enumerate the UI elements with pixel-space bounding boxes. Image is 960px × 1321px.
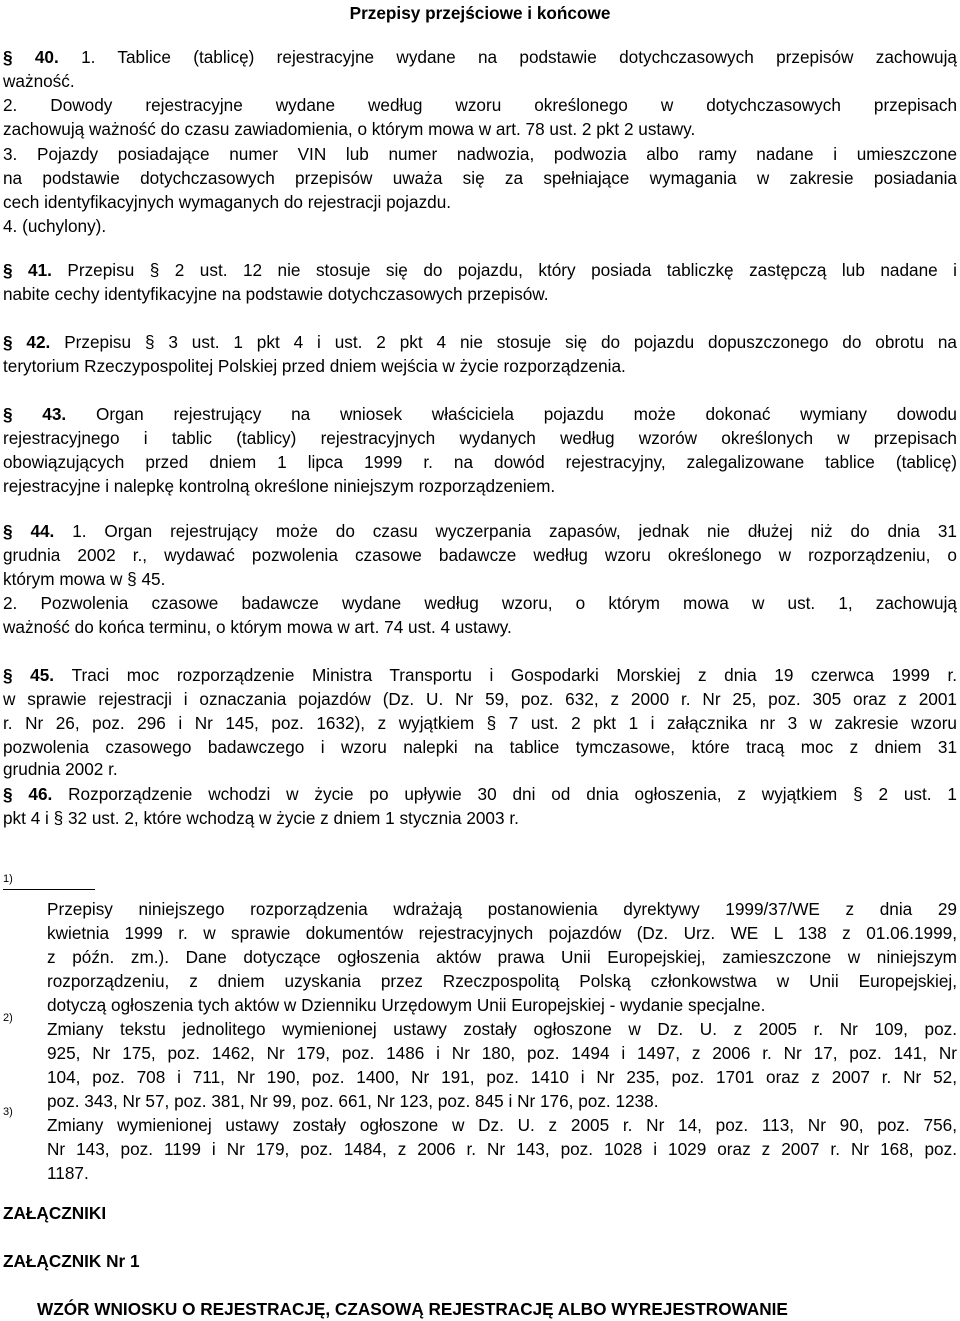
paragraph-number: § 40. bbox=[3, 47, 82, 67]
line-text: pkt 4 i § 32 ust. 2, które wchodzą w życie z dniem 1 stycznia 2003 r. bbox=[3, 808, 519, 828]
text-line bbox=[3, 142, 957, 166]
annex-heading: ZAŁĄCZNIKI bbox=[3, 1203, 107, 1223]
paragraph-number: § 42. bbox=[3, 332, 65, 352]
footnote-marker: 3) bbox=[3, 1106, 13, 1118]
text-line bbox=[3, 450, 957, 474]
paragraph-number: § 44. bbox=[3, 521, 73, 541]
text-line bbox=[3, 214, 957, 238]
text-line bbox=[3, 166, 957, 190]
line-text: obowiązujących przed dniem 1 lipca 1999 r. na dowód rejestracyjny, zalegalizowane tablice (tablicę) bbox=[3, 452, 957, 472]
footnote-line: Nr 143, poz. 1199 i Nr 179, poz. 1484, z 2006 r. Nr 143, poz. 1028 i 1029 oraz z 2007 r. Nr 168, poz. bbox=[47, 1139, 957, 1159]
text-line bbox=[3, 354, 957, 378]
text-line bbox=[3, 258, 957, 282]
text-line bbox=[3, 190, 957, 214]
line-text: Przepisu § 2 ust. 12 nie stosuje się do pojazdu, który posiada tabliczkę zastępczą lub nadane i bbox=[67, 260, 957, 280]
text-line bbox=[3, 282, 957, 306]
text-line bbox=[3, 806, 957, 830]
line-text: Organ rejestrujący na wniosek właściciela pojazdu może dokonać wymiany dowodu bbox=[95, 404, 957, 424]
line-text: r. Nr 26, poz. 296 i Nr 145, poz. 1632), z wyjątkiem § 7 ust. 2 pkt 1 i załącznika nr 3 w zakresie wzoru bbox=[3, 713, 957, 733]
text-line bbox=[3, 663, 957, 687]
line-text: którym mowa w § 45. bbox=[3, 569, 166, 589]
line-text: 1. Organ rejestrujący może do czasu wyczerpania zapasów, jednak nie dłużej niż do dnia 31 bbox=[72, 521, 957, 541]
line-text: 2. Dowody rejestracyjne wydane według wzoru określonego w dotychczasowych przepisach bbox=[3, 95, 957, 115]
text-line bbox=[3, 69, 957, 93]
footnote-line: Zmiany wymienionej ustawy zostały ogłoszone w Dz. U. z 2005 r. Nr 14, poz. 113, Nr 90, poz. 756, bbox=[47, 1115, 957, 1135]
line-text: terytorium Rzeczypospolitej Polskiej przed dniem wejścia w życie rozporządzenia. bbox=[3, 356, 626, 376]
paragraph-number: § 45. bbox=[3, 665, 72, 685]
text-line bbox=[3, 426, 957, 450]
text-line bbox=[3, 735, 957, 759]
line-text: Przepisu § 3 ust. 1 pkt 4 i ust. 2 pkt 4 nie stosuje się do pojazdu dopuszczonego do obrotu na bbox=[64, 332, 957, 352]
text-line bbox=[3, 567, 957, 591]
paragraph-number: § 41. bbox=[3, 260, 68, 280]
line-text: Rozporządzenie wchodzi w życie po upływie 30 dni od dnia ogłoszenia, z wyjątkiem § 2 ust. 1 bbox=[68, 784, 957, 804]
text-line bbox=[3, 591, 957, 615]
text-line bbox=[3, 757, 957, 781]
text-line bbox=[3, 93, 957, 117]
paragraph-number: § 46. bbox=[3, 784, 69, 804]
line-text: grudnia 2002 r., wydawać pozwolenia czasowe badawcze według wzoru określonego w rozporządzeniu, o bbox=[3, 545, 957, 565]
text-line bbox=[3, 519, 957, 543]
text-line bbox=[3, 402, 957, 426]
footnote-marker: 2) bbox=[3, 1012, 13, 1024]
footnote-line: poz. 343, Nr 57, poz. 381, Nr 99, poz. 661, Nr 123, poz. 845 i Nr 176, poz. 1238. bbox=[47, 1091, 659, 1111]
line-text: na podstawie dotychczasowych przepisów uważa się za spełniające wymagania w zakresie posiadania bbox=[3, 168, 957, 188]
footnote-line: Przepisy niniejszego rozporządzenia wdrażają postanowienia dyrektywy 1999/37/WE z dnia 29 bbox=[47, 899, 957, 919]
line-text: cech identyfikacyjnych wymaganych do rejestracji pojazdu. bbox=[3, 192, 452, 212]
line-text: ważność. bbox=[3, 71, 75, 91]
text-line bbox=[3, 687, 957, 711]
text-line bbox=[3, 474, 957, 498]
footnote-line: 925, Nr 175, poz. 1462, Nr 179, poz. 1486 i Nr 180, poz. 1494 i 1497, z 2006 r. Nr 17, poz. 141, Nr bbox=[47, 1043, 957, 1063]
line-text: 1. Tablice (tablicę) rejestracyjne wydane na podstawie dotychczasowych przepisów zachowują bbox=[81, 47, 957, 67]
line-text: nabite cechy identyfikacyjne na podstawie dotychczasowych przepisów. bbox=[3, 284, 549, 304]
footnote-line: 104, poz. 708 i 711, Nr 190, poz. 1400, Nr 191, poz. 1410 i Nr 235, poz. 1701 oraz z 2007 r. Nr 52, bbox=[47, 1067, 957, 1087]
line-text: w sprawie rejestracji i oznaczania pojazdów (Dz. U. Nr 59, poz. 632, z 2000 r. Nr 25, poz. 305 oraz z 2001 bbox=[3, 689, 957, 709]
line-text: ważność do końca terminu, o którym mowa w art. 74 ust. 4 ustawy. bbox=[3, 617, 512, 637]
line-text: rejestracyjne i nalepkę kontrolną określone niniejszym rozporządzeniem. bbox=[3, 476, 556, 496]
footnote-line: rozporządzeniu, z dniem uzyskania przez Rzeczpospolitą Polską członkowstwa w Unii Europejskiej, bbox=[47, 971, 957, 991]
annex-subheading: ZAŁĄCZNIK Nr 1 bbox=[3, 1251, 140, 1271]
footnote-separator bbox=[3, 889, 95, 890]
line-text: rejestracyjnego i tablic (tablicy) rejestracyjnych wydanych według wzorów określonych w przepisach bbox=[3, 428, 957, 448]
footnote-marker: 1) bbox=[3, 873, 13, 885]
footnote-line: kwietnia 1999 r. w sprawie dokumentów rejestracyjnych pojazdów (Dz. Urz. WE L 138 z 01.06.1999, bbox=[47, 923, 957, 943]
text-line bbox=[3, 782, 957, 806]
text-line bbox=[3, 45, 957, 69]
paragraph-number: § 43. bbox=[3, 404, 96, 424]
line-text: Traci moc rozporządzenie Ministra Transportu i Gospodarki Morskiej z dnia 19 czerwca 1999 r. bbox=[71, 665, 957, 685]
text-line bbox=[3, 615, 957, 639]
annex-form-title: WZÓR WNIOSKU O REJESTRACJĘ, CZASOWĄ REJESTRACJĘ ALBO WYREJESTROWANIE bbox=[37, 1299, 788, 1319]
text-line bbox=[3, 711, 957, 735]
footnote-line: dotyczą ogłoszenia tych aktów w Dzienniku Urzędowym Unii Europejskiej - wydanie specjalne. bbox=[47, 995, 766, 1015]
line-text: grudnia 2002 r. bbox=[3, 759, 118, 779]
line-text: 3. Pojazdy posiadające numer VIN lub numer nadwozia, podwozia albo ramy nadane i umieszczone bbox=[3, 144, 957, 164]
line-text: 2. Pozwolenia czasowe badawcze wydane według wzoru, o którym mowa w ust. 1, zachowują bbox=[3, 593, 957, 613]
section-title: Przepisy przejściowe i końcowe bbox=[349, 3, 611, 23]
line-text: zachowują ważność do czasu zawiadomienia, o którym mowa w art. 78 ust. 2 pkt 2 ustawy. bbox=[3, 119, 696, 139]
footnote-line: Zmiany tekstu jednolitego wymienionej ustawy zostały ogłoszone w Dz. U. z 2005 r. Nr 109, poz. bbox=[47, 1019, 957, 1039]
text-line bbox=[3, 117, 957, 141]
footnote-line: z późn. zm.). Dane dotyczące ogłoszenia aktów prawa Unii Europejskiej, zamieszczone w niniejszym bbox=[47, 947, 957, 967]
line-text: 4. (uchylony). bbox=[3, 216, 107, 236]
footnote-line: 1187. bbox=[47, 1163, 89, 1183]
text-line bbox=[3, 543, 957, 567]
line-text: pozwolenia czasowego badawczego i wzoru nalepki na tablice tymczasowe, które tracą moc z dniem 31 bbox=[3, 737, 957, 757]
text-line bbox=[3, 330, 957, 354]
